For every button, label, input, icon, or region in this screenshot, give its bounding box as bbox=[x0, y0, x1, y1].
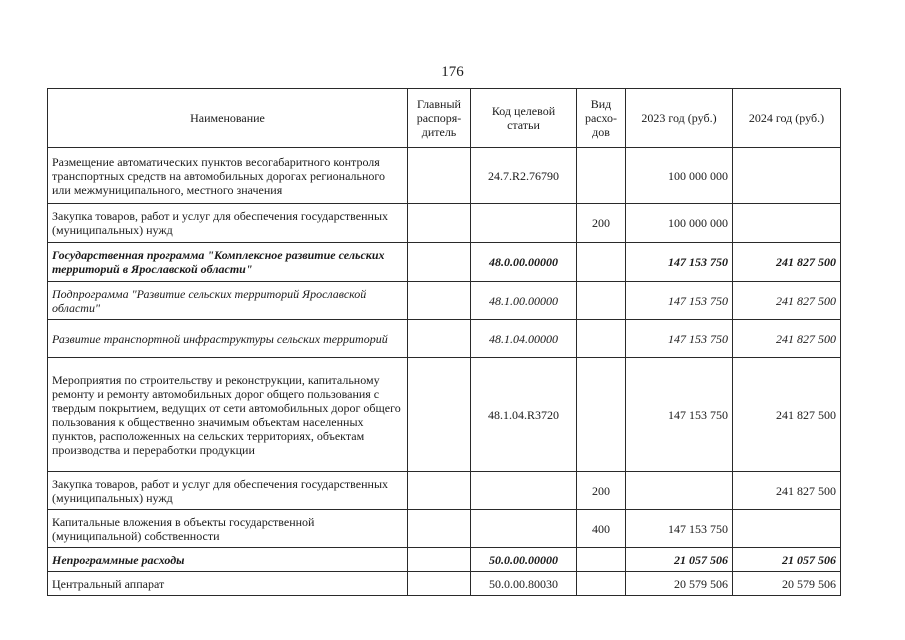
cell-code: 50.0.00.00000 bbox=[471, 548, 577, 572]
cell-name: Капитальные вложения в объекты государственной (муниципальной) собственности bbox=[48, 510, 408, 548]
page-number: 176 bbox=[441, 64, 464, 80]
header-code: Код целевой статьи bbox=[471, 89, 577, 148]
table-row bbox=[48, 282, 841, 320]
cell-manager bbox=[408, 148, 471, 204]
cell-kind bbox=[577, 358, 626, 472]
cell-manager bbox=[408, 320, 471, 358]
cell-name: Государственная программа "Комплексное развитие сельских территорий в Ярославской области" bbox=[48, 243, 408, 282]
cell-2024: 241 827 500 bbox=[733, 282, 841, 320]
cell-name: Центральный аппарат bbox=[48, 572, 408, 596]
cell-2023: 147 153 750 bbox=[626, 282, 733, 320]
cell-2023: 100 000 000 bbox=[626, 148, 733, 204]
table-row bbox=[48, 548, 841, 572]
cell-manager bbox=[408, 572, 471, 596]
cell-manager bbox=[408, 358, 471, 472]
cell-2024 bbox=[733, 204, 841, 243]
table-row bbox=[48, 510, 841, 548]
table-header-row bbox=[48, 89, 841, 148]
cell-code: 24.7.R2.76790 bbox=[471, 148, 577, 204]
cell-manager bbox=[408, 548, 471, 572]
cell-name: Закупка товаров, работ и услуг для обеспечения государственных (муниципальных) нужд bbox=[48, 472, 408, 510]
header-2023: 2023 год (руб.) bbox=[626, 89, 733, 148]
cell-code: 48.1.00.00000 bbox=[471, 282, 577, 320]
cell-kind bbox=[577, 548, 626, 572]
cell-name: Закупка товаров, работ и услуг для обеспечения государственных (муниципальных) нужд bbox=[48, 204, 408, 243]
cell-code: 48.1.04.R3720 bbox=[471, 358, 577, 472]
cell-name: Подпрограмма "Развитие сельских территорий Ярославской области" bbox=[48, 282, 408, 320]
cell-name: Мероприятия по строительству и реконструкции, капитальному ремонту и ремонту автомобильных дорог общего пользования с твердым покрытием, ведущих от сети автомобильных дорог общего пользования к общественно значимым объектам населенных пунктов, расположенных на сельских территориях, объектам производства и переработки продукции bbox=[48, 358, 408, 472]
header-manager: Главный распоря-дитель bbox=[408, 89, 471, 148]
cell-2023: 147 153 750 bbox=[626, 358, 733, 472]
cell-kind: 200 bbox=[577, 472, 626, 510]
cell-2023 bbox=[626, 472, 733, 510]
cell-manager bbox=[408, 204, 471, 243]
cell-manager bbox=[408, 510, 471, 548]
cell-2023: 147 153 750 bbox=[626, 243, 733, 282]
header-kind: Вид расхо-дов bbox=[577, 89, 626, 148]
cell-code: 48.0.00.00000 bbox=[471, 243, 577, 282]
cell-code bbox=[471, 472, 577, 510]
cell-kind bbox=[577, 320, 626, 358]
cell-code bbox=[471, 510, 577, 548]
header-name: Наименование bbox=[48, 89, 408, 148]
cell-2024 bbox=[733, 148, 841, 204]
cell-code: 48.1.04.00000 bbox=[471, 320, 577, 358]
cell-2024: 21 057 506 bbox=[733, 548, 841, 572]
cell-manager bbox=[408, 243, 471, 282]
table-row bbox=[48, 243, 841, 282]
cell-code: 50.0.00.80030 bbox=[471, 572, 577, 596]
cell-kind bbox=[577, 148, 626, 204]
cell-name: Непрограммные расходы bbox=[48, 548, 408, 572]
cell-2023: 20 579 506 bbox=[626, 572, 733, 596]
cell-code bbox=[471, 204, 577, 243]
table-row bbox=[48, 572, 841, 596]
cell-2024 bbox=[733, 510, 841, 548]
cell-2024: 241 827 500 bbox=[733, 243, 841, 282]
cell-2023: 100 000 000 bbox=[626, 204, 733, 243]
cell-kind: 200 bbox=[577, 204, 626, 243]
cell-2023: 21 057 506 bbox=[626, 548, 733, 572]
cell-kind bbox=[577, 282, 626, 320]
table-row bbox=[48, 148, 841, 204]
table-row bbox=[48, 472, 841, 510]
cell-name: Размещение автоматических пунктов весогабаритного контроля транспортных средств на автомобильных дорогах регионального или межмуниципального, местного значения bbox=[48, 148, 408, 204]
budget-table bbox=[47, 88, 841, 596]
cell-2023: 147 153 750 bbox=[626, 320, 733, 358]
table-row bbox=[48, 204, 841, 243]
cell-2024: 241 827 500 bbox=[733, 320, 841, 358]
cell-kind: 400 bbox=[577, 510, 626, 548]
cell-kind bbox=[577, 243, 626, 282]
cell-name: Развитие транспортной инфраструктуры сельских территорий bbox=[48, 320, 408, 358]
header-2024: 2024 год (руб.) bbox=[733, 89, 841, 148]
cell-manager bbox=[408, 282, 471, 320]
cell-2024: 241 827 500 bbox=[733, 358, 841, 472]
cell-manager bbox=[408, 472, 471, 510]
cell-2024: 241 827 500 bbox=[733, 472, 841, 510]
cell-kind bbox=[577, 572, 626, 596]
cell-2023: 147 153 750 bbox=[626, 510, 733, 548]
cell-2024: 20 579 506 bbox=[733, 572, 841, 596]
table-row bbox=[48, 320, 841, 358]
table-row bbox=[48, 358, 841, 472]
